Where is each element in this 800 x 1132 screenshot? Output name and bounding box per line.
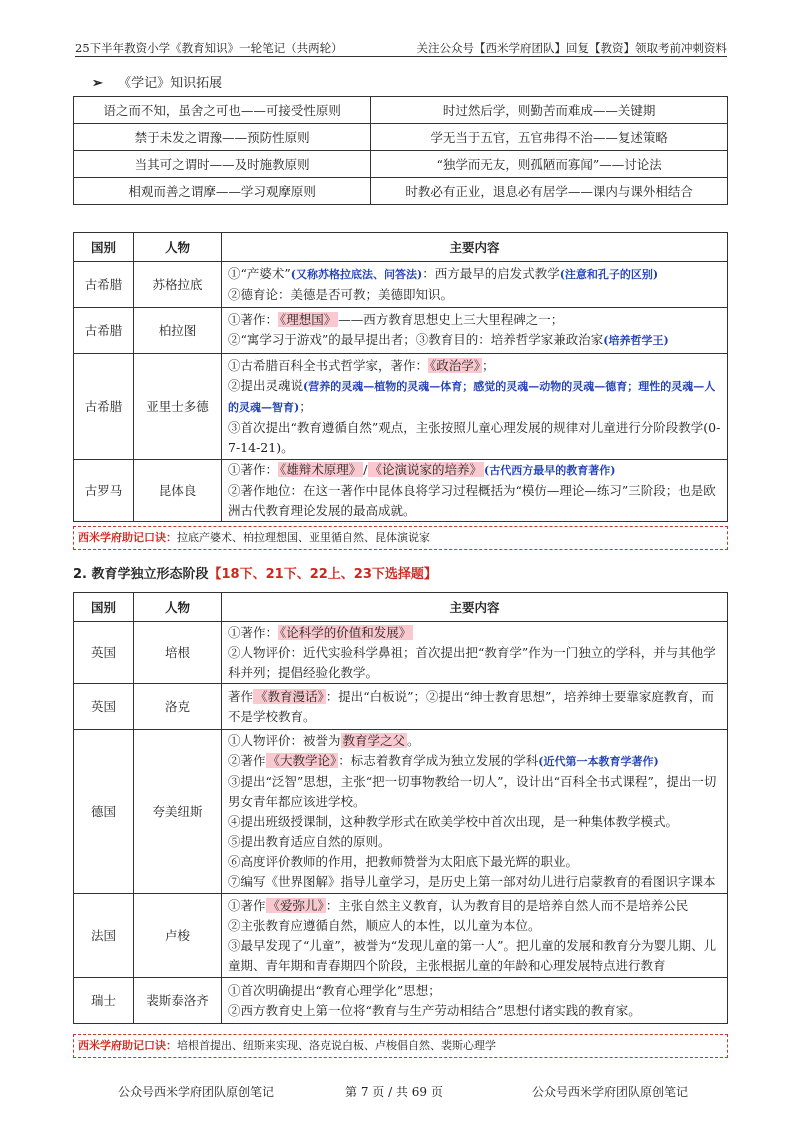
table-row [74,151,728,178]
footer-left: 公众号西米学府团队原创笔记 [118,1085,275,1099]
mnemonic-text: 培根首提出、纽斯来实现、洛克说白板、卢梭倡自然、裴斯心理学 [177,1039,496,1052]
mnemonic-box [73,526,728,550]
content-text: ①古希腊百科全书式哲学家，著作： [228,357,429,373]
page-header [75,38,727,57]
note-text: (古代西方最早的教育著作) [484,464,616,477]
content-text: ：主张自然主义教育，认为教育目的是培养自然人而不是培养公民 [325,897,689,913]
table-row [74,622,728,684]
country-cell: 古希腊 [74,308,134,354]
content-text: ③最早发现了“儿童”，被誉为“发现儿童的第一人”。把儿童的发展和教育分为婴儿期、儿童期、青年期和青春期四个阶段，主张根据儿童的年龄和心理发展特点进行教育 [228,937,717,973]
table-row [74,97,728,124]
modern-educators-table [73,592,728,1024]
highlight-text: 《大教学论》 [267,753,337,768]
person-cell: 亚里士多德 [134,354,222,460]
highlight-text: 《论科学的价值和发展》 [280,624,412,640]
content-cell [222,894,728,978]
content-cell [222,354,728,460]
highlight-text: 《爱弥儿》 [267,897,324,913]
col-header-content: 主要内容 [222,233,728,262]
table-row [74,262,728,308]
note-text: (培养哲学王) [603,334,669,347]
mnemonic-label: 西米学府助记口诀： [78,531,177,544]
col-header-country: 国别 [74,233,134,262]
ancient-educators-table [73,232,728,522]
country-cell: 古希腊 [74,354,134,460]
page-number: 第 7 页 / 共 69 页 [345,1085,443,1099]
content-text: ——西方教育思想史上三大里程碑之一； [338,312,564,327]
content-text: 。 [407,733,420,748]
table-cell: 时过然后学，则勤苦而难成——关键期 [371,97,728,124]
content-text: ①著作： [228,624,279,640]
highlight-text: 教育学之父 [342,733,406,748]
table-cell: 学无当于五官，五官弗得不治——复述策略 [371,124,728,151]
col-header-person: 人物 [134,233,222,262]
content-cell [222,308,728,354]
content-text: ②西方教育史上第一位将“教育与生产劳动相结合”思想付诸实践的教育家。 [228,1002,641,1018]
header-right-text: 关注公众号【西米学府团队】回复【教资】领取考前冲刺资料 [416,41,727,55]
person-cell: 洛克 [134,684,222,730]
content-text: ⑥高度评价教师的作用，把教师赞誉为太阳底下最光辉的职业。 [228,854,579,869]
table-row [74,308,728,354]
section2-title: 2. 教育学独立形态阶段 [73,567,209,582]
table-cell: 语之而不知，虽舍之可也——可接受性原则 [74,97,371,124]
country-cell: 古罗马 [74,460,134,522]
note-text: (又称苏格拉底法、问答法) [290,268,423,281]
person-cell: 裴斯泰洛齐 [134,978,222,1024]
table-cell: 时教必有正业，退息必有居学——课内与课外相结合 [371,178,728,205]
content-text: ①著作： [228,462,279,477]
arrow-bullet-icon: ➢ [92,76,103,91]
person-cell: 夸美纽斯 [134,730,222,894]
table-cell: 相观而善之谓摩——学习观摩原则 [74,178,371,205]
content-text: ②提出灵魂说 [228,377,304,393]
content-text: ⑤提出教育适应自然的原则。 [228,834,391,849]
table-row [74,978,728,1024]
content-text: ：提出“白板说”；②提出“绅士教育思想”，培养绅士要靠家庭教育，而不是学校教育。 [228,688,714,724]
content-text: ：标志着教育学成为独立发展的学科 [338,753,539,768]
content-text: ； [299,398,312,414]
country-cell: 法国 [74,894,134,978]
content-text: ③首次提出“教育遵循自然”观点，主张按照儿童心理发展的规律对儿童进行分阶段教学(0-7-14-21)。 [228,419,721,455]
highlight-text: 《论演说家的培养》 [369,462,483,477]
content-text: ②著作地位：在这一著作中昆体良将学习过程概括为“模仿—理论—练习”三阶段；也是欧洲古代教育理论发展的最高成就。 [228,483,716,518]
highlight-text: 《雄辩术原理》 [280,462,362,477]
table-row [74,178,728,205]
table-row [74,354,728,460]
content-text: ①著作： [228,312,279,327]
content-cell [222,460,728,522]
country-cell: 古希腊 [74,262,134,308]
content-cell [222,730,728,894]
col-header-country: 国别 [74,593,134,622]
exam-years-tag: 【18下、21下、22上、23下选择题】 [208,567,437,582]
person-cell: 培根 [134,622,222,684]
country-cell: 德国 [74,730,134,894]
content-cell [222,684,728,730]
content-cell [222,978,728,1024]
person-cell: 苏格拉底 [134,262,222,308]
xueji-table [73,96,728,205]
note-text: (注意和孔子的区别) [559,268,659,281]
content-text: ； [482,357,495,373]
section2-heading [73,563,437,582]
content-text: / [363,462,368,477]
table-cell: 当其可之谓时——及时施教原则 [74,151,371,178]
table-row [74,684,728,730]
note-text: (近代第一本教育学著作) [538,755,659,768]
content-text: ①首次明确提出“教育心理学化”思想； [228,982,441,998]
table-header-row [74,593,728,622]
section1-heading [92,72,222,91]
table-cell: 禁于未发之谓豫——预防性原则 [74,124,371,151]
person-cell: 昆体良 [134,460,222,522]
table-row [74,894,728,978]
content-text: ④提出班级授课制，这种教学形式在欧美学校中首次出现，是一种集体教学模式。 [228,814,679,829]
note-text: (营养的灵魂—植物的灵魂—体育；感觉的灵魂—动物的灵魂—德育；理性的灵魂—人的灵魂—智育) [228,379,716,414]
country-cell: 英国 [74,622,134,684]
col-header-person: 人物 [134,593,222,622]
person-cell: 卢梭 [134,894,222,978]
content-text: 著作 [228,688,254,704]
mnemonic-label: 西米学府助记口诀： [78,1039,177,1052]
content-text: ①著作 [228,897,266,913]
footer-right: 公众号西米学府团队原创笔记 [532,1085,689,1099]
col-header-content: 主要内容 [222,593,728,622]
content-cell [222,262,728,308]
country-cell: 英国 [74,684,134,730]
section1-title: 《学记》知识拓展 [118,76,223,91]
content-text: ②主张教育应遵循自然，顺应人的本性，以儿童为本位。 [228,917,541,933]
highlight-text: 《教育漫话》 [255,688,324,704]
content-text: ②“寓学习于游戏”的最早提出者；③教育目的：培养哲学家兼政治家 [228,332,604,347]
mnemonic-box [73,1034,728,1058]
content-text: ①人物评价：被誉为 [228,733,341,748]
header-left-text: 25下半年教资小学《教育知识》一轮笔记（共两轮） [75,41,343,55]
content-text: ②德育论：美德是否可教；美德即知识。 [228,287,454,302]
content-text: ⑦编写《世界图解》指导儿童学习，是历史上第一部对幼儿进行启蒙教育的看图识字课本 [228,874,716,889]
content-text: ②著作 [228,753,266,768]
table-cell: “独学而无友，则孤陋而寡闻”——讨论法 [371,151,728,178]
content-text: ：西方最早的启发式教学 [422,266,560,281]
content-text: ③提出“泛智”思想，主张“把一切事物教给一切人”，设计出“百科全书式课程”，提出一切男女青年都应该进学校。 [228,774,717,809]
highlight-text: 《理想国》 [280,312,337,327]
table-row [74,460,728,522]
content-text: ①“产婆术” [228,266,291,281]
person-cell: 柏拉图 [134,308,222,354]
table-header-row [74,233,728,262]
table-row [74,124,728,151]
content-text: ②人物评价：近代实验科学鼻祖；首次提出把“教育学”作为一门独立的学科，并与其他学科并列；提倡经验化教学。 [228,644,716,680]
mnemonic-text: 拉底产婆术、柏拉理想国、亚里循自然、昆体演说家 [177,531,430,544]
content-cell [222,622,728,684]
table-row [74,730,728,894]
country-cell: 瑞士 [74,978,134,1024]
highlight-text: 《政治学》 [430,357,481,373]
